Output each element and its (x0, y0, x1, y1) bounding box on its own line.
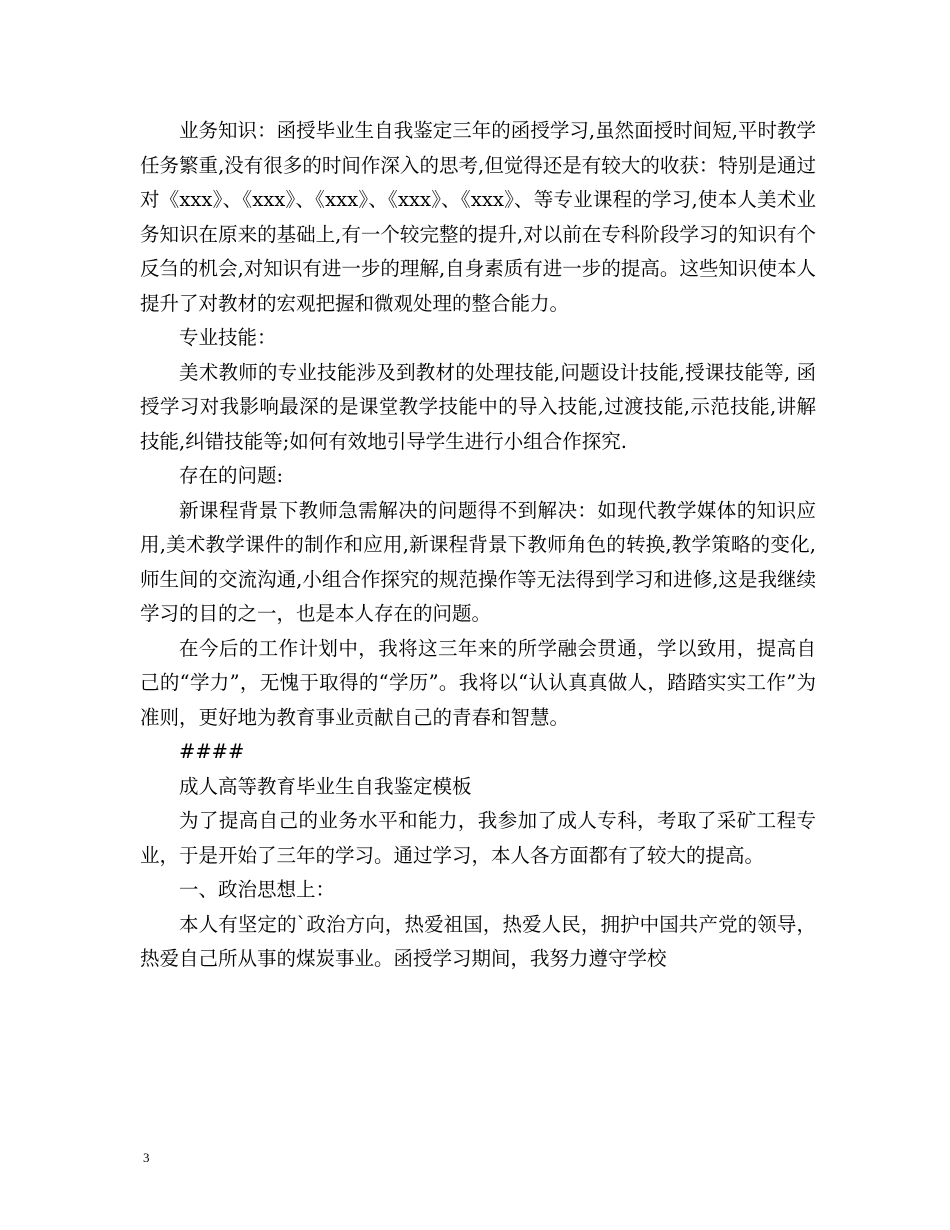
paragraph-future-plan: 在今后的工作计划中，我将这三年来的所学融会贯通，学以致用，提高自己的“学力”，无愧于取得的“学历”。我将以“认认真真做人，踏踏实实工作”为准则，更好地为教育事业贡献自己的青春和智慧。 (140, 636, 816, 729)
page-number: 3 (143, 1150, 150, 1165)
section-title: 成人高等教育毕业生自我鉴定模板 (179, 774, 472, 798)
paragraph-existing-problems: 新课程背景下教师急需解决的问题得不到解决：如现代教学媒体的知识应用,美术教学课件的制作和应用,新课程背景下教师角色的转换,教学策略的变化,师生间的交流沟通,小组合作探究的规范操作等无法得到学习和进修,这是我继续学习的目的之一，也是本人存在的问题。 (140, 498, 816, 625)
heading-existing-problems: 存在的问题: (179, 464, 284, 487)
document-body (140, 114, 816, 977)
heading-political-thought: 一、政治思想上： (179, 878, 336, 901)
paragraph-business-knowledge: 业务知识：函授毕业生自我鉴定三年的函授学习,虽然面授时间短,平时教学任务繁重,没有很多的时间作深入的思考,但觉得还是有较大的收获：特别是通过对《xxx》、《xxx》、《xxx》、《xxx》、《xxx》、等专业课程的学习,使本人美术业务知识在原来的基础上,有一个较完整的提升,对以前在专科阶段学习的知识有个反刍的机会,对知识有进一步的理解,自身素质有进一步的提高。这些知识使本人提升了对教材的宏观把握和微观处理的整合能力。 (140, 119, 816, 315)
paragraph-political-thought: 本人有坚定的`政治方向，热爱祖国，热爱人民，拥护中国共产党的领导，热爱自己所从事的煤炭事业。函授学习期间，我努力遵守学校 (140, 912, 816, 970)
heading-professional-skills: 专业技能： (179, 326, 277, 349)
section-separator: #### (179, 740, 245, 763)
paragraph-introduction: 为了提高自己的业务水平和能力，我参加了成人专科，考取了采矿工程专业，于是开始了三年的学习。通过学习，本人各方面都有了较大的提高。 (140, 809, 816, 867)
paragraph-professional-skills: 美术教师的专业技能涉及到教材的处理技能,问题设计技能,授课技能等, 函授学习对我影响最深的是课堂教学技能中的导入技能,过渡技能,示范技能,讲解技能,纠错技能等;如何有效地引导学生进行小组合作探究. (140, 360, 816, 453)
